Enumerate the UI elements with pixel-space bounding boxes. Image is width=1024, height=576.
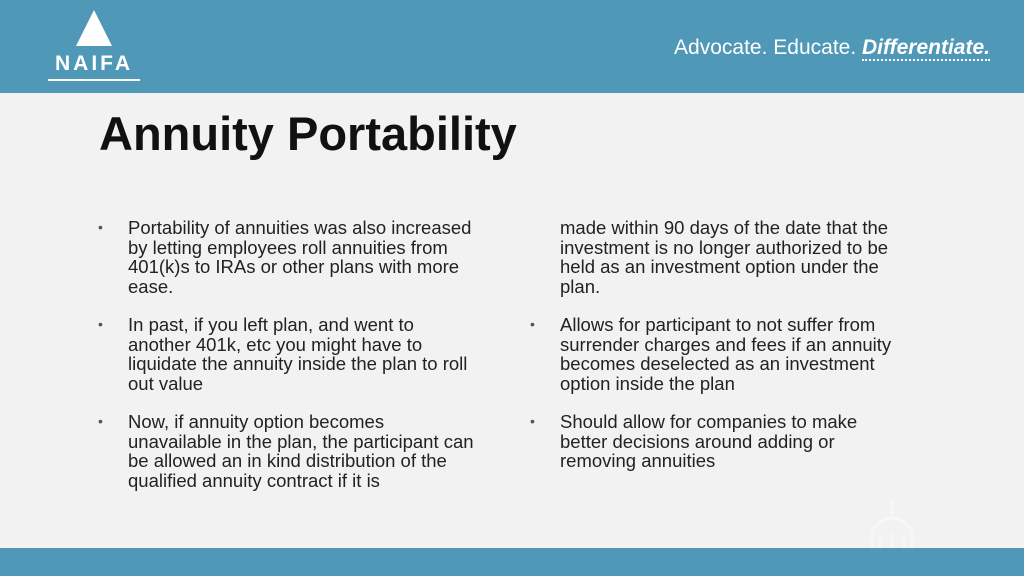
bullet-item — [96, 218, 476, 296]
bullet-dot-icon: • — [530, 316, 535, 332]
bullet-dot-icon: • — [98, 316, 103, 332]
right-column — [528, 218, 908, 490]
bullet-dot-icon: • — [98, 413, 103, 429]
bullet-item — [96, 315, 476, 393]
bullet-item — [528, 315, 908, 393]
continuation-text: made within 90 days of the date that the investment is no longer authorized to be held as an investment option under the plan. — [560, 217, 889, 297]
footer-bar — [0, 548, 1024, 576]
naifa-logo[interactable] — [44, 8, 144, 86]
bullet-text: Should allow for companies to make better decisions around adding or removing annuities — [560, 411, 858, 471]
left-column — [96, 218, 476, 509]
bullet-text: In past, if you left plan, and went to another 401k, etc you might have to liquidate the annuity inside the plan to roll out value — [128, 314, 468, 394]
tagline-plain: Advocate. Educate. — [674, 36, 863, 59]
logo-underline — [48, 79, 140, 81]
bullet-item — [96, 412, 476, 490]
bullet-text: Now, if annuity option becomes unavailable in the plan, the participant can be allowed an in kind distribution of the qualified annuity contract if it is — [128, 411, 474, 491]
bullet-dot-icon: • — [98, 219, 103, 235]
tagline-emphasis: Differentiate. — [862, 36, 990, 59]
bullet-dot-icon: • — [530, 413, 535, 429]
logo-text: NAIFA — [55, 52, 133, 75]
triangle-logo-icon — [75, 8, 113, 48]
slide-title: Annuity Portability — [99, 107, 517, 160]
tagline — [674, 36, 990, 60]
bullet-text: Allows for participant to not suffer from surrender charges and fees if an annuity becomes deselected as an investment option inside the plan — [560, 314, 892, 394]
header-bar — [0, 0, 1024, 93]
bullet-text: Portability of annuities was also increased by letting employees roll annuities from 401(k)s to IRAs or other plans with more ease. — [128, 217, 472, 297]
capitol-watermark-icon — [862, 492, 922, 552]
bullet-item — [528, 412, 908, 471]
